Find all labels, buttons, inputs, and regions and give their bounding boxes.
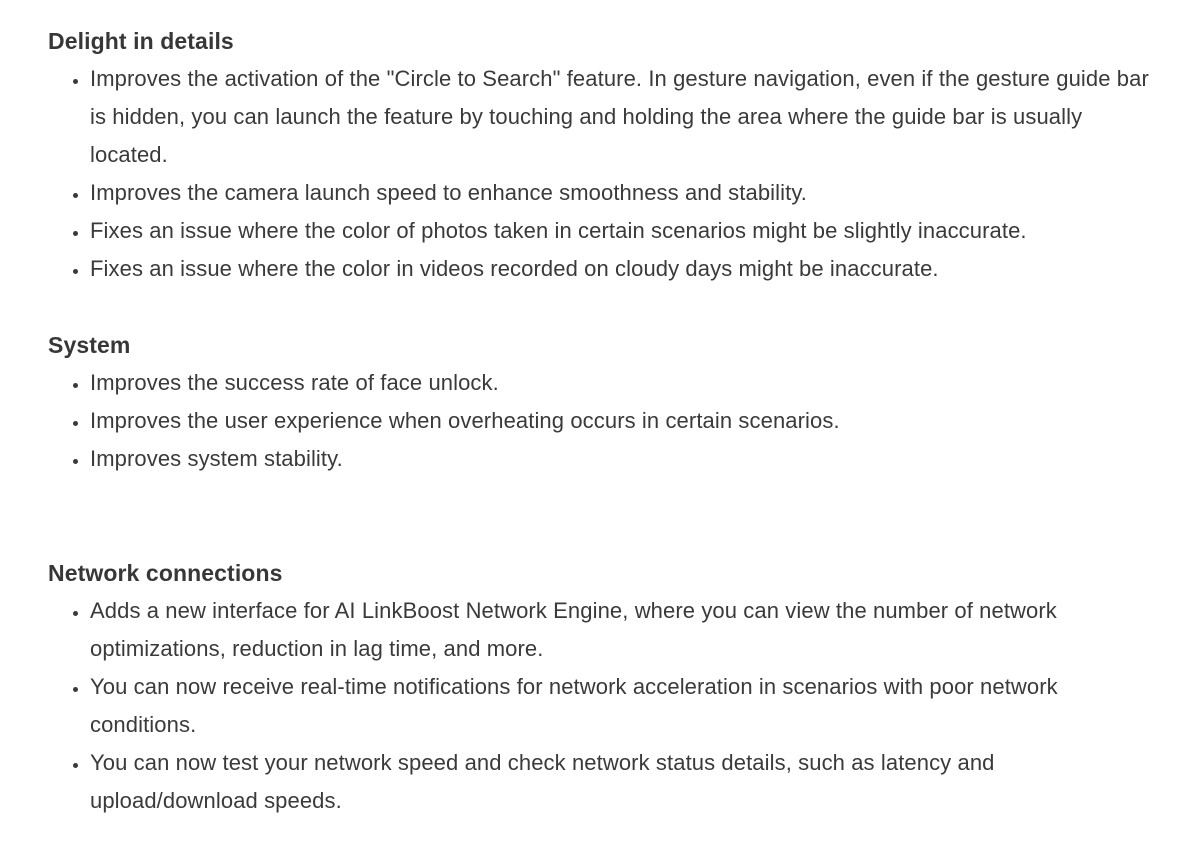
bullet-item: • Fixes an issue where the color in videos recorded on cloudy days might be inaccurate.	[90, 250, 1160, 288]
bullet-list-delight-in-details	[48, 60, 1160, 288]
bullet-item: • Improves the success rate of face unlock.	[90, 364, 1160, 402]
bullet-item: • You can now receive real-time notifications for network acceleration in scenarios with poor network conditions.	[90, 668, 1160, 744]
bullet-list-network-connections	[48, 592, 1160, 820]
section-heading-network-connections: Network connections	[48, 560, 283, 586]
section-system	[48, 326, 1160, 478]
section-delight-in-details	[48, 22, 1160, 288]
bullet-list-system	[48, 364, 1160, 478]
bullet-item: • Improves system stability.	[90, 440, 1160, 478]
bullet-item: • Improves the activation of the "Circle to Search" feature. In gesture navigation, even if the gesture guide bar is hidden, you can launch the feature by touching and holding the area where the guide bar is usually located.	[90, 60, 1160, 174]
bullet-item: • You can now test your network speed and check network status details, such as latency and upload/download speeds.	[90, 744, 1160, 820]
section-network-connections	[48, 554, 1160, 820]
bullet-item: • Fixes an issue where the color of photos taken in certain scenarios might be slightly inaccurate.	[90, 212, 1160, 250]
section-heading-system: System	[48, 332, 131, 358]
bullet-item: • Improves the user experience when overheating occurs in certain scenarios.	[90, 402, 1160, 440]
section-heading-delight-in-details: Delight in details	[48, 28, 234, 54]
bullet-item: • Adds a new interface for AI LinkBoost Network Engine, where you can view the number of network optimizations, reduction in lag time, and more.	[90, 592, 1160, 668]
bullet-item: • Improves the camera launch speed to enhance smoothness and stability.	[90, 174, 1160, 212]
